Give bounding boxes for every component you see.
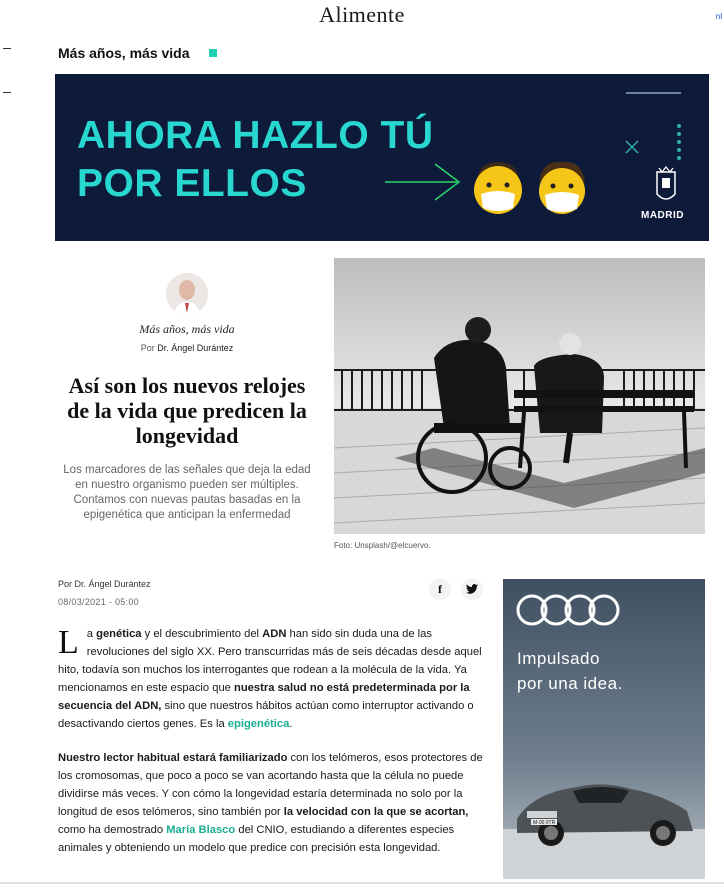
masked-face-icon <box>533 158 591 220</box>
car-image <box>503 759 705 859</box>
twitter-icon <box>466 584 478 594</box>
divider <box>3 92 11 93</box>
site-header <box>0 0 724 34</box>
divider <box>626 92 681 94</box>
article-headline: Así son los nuevos relojes de la vida que predicen la longevidad <box>67 373 307 448</box>
audi-logo-icon <box>515 593 621 627</box>
article-dek: Los marcadores de las señales que deja la edad en nuestro organismo pueden ser múltiples. Contamos con nuevas pautas basadas en la epigenética que anticipan la enfermedad <box>63 464 311 521</box>
text: como ha demostrado <box>58 824 167 836</box>
close-icon <box>625 140 639 154</box>
photo-caption: Foto: Unsplash/@elcuervo. <box>334 541 431 550</box>
text: y el descubrimiento del <box>141 628 263 640</box>
text: han sido sin duda una de las revoluciones del siglo XX. Pero transcurridas más de seis décadas desde aquel hito, todavía son muchos los interrogantes que rodean a la molécula de la vida. Ya mencionamos en este espacio que <box>58 628 482 694</box>
sidebar-ad[interactable] <box>503 579 705 879</box>
license-plate: M-00 0TR <box>533 820 556 826</box>
article-paragraph <box>58 749 484 857</box>
text: a <box>86 628 97 640</box>
dots-icon <box>675 122 683 162</box>
article-byline <box>62 343 312 353</box>
publish-date: 08/03/2021 - 05:00 <box>58 597 139 607</box>
emphasis: genética <box>96 628 142 640</box>
divider <box>3 48 11 49</box>
author-name-link[interactable]: Dr. Ángel Durántez <box>157 343 234 353</box>
banner-headline-line2: POR ELLOS <box>77 162 307 205</box>
ad-tagline-line1: Impulsado <box>517 649 600 668</box>
divider <box>0 882 724 884</box>
ad-tagline-line2: por una idea. <box>517 674 623 693</box>
banner-city-label: MADRID <box>641 210 684 221</box>
site-logo[interactable]: Alimente <box>319 2 405 27</box>
text: . <box>289 718 293 730</box>
masked-face-icon <box>469 158 527 220</box>
maria-blasco-link[interactable]: María Blasco <box>166 824 236 836</box>
text: con los telómeros, esos protectores de los cromosomas, que poco a poco se van acortando hasta que la célula no puede dividirse más veces. Y con cómo la longevidad estaría determinada no solo por la longitud de esos telómeros, sino también por <box>58 752 483 818</box>
madrid-shield-icon <box>653 166 679 206</box>
banner-headline-line1: AHORA HAZLO TÚ <box>77 114 434 157</box>
text: del CNIO, estudiando a diferentes especies animales y obteniendo un modelo que predice con precisión esta longevidad. <box>58 824 455 854</box>
banner-ad[interactable] <box>55 74 709 241</box>
drop-cap: L <box>58 624 79 661</box>
emphasis: nuestra salud no está predeterminada por la secuencia del ADN, <box>58 682 470 712</box>
facebook-icon: f <box>438 582 442 596</box>
emphasis: Nuestro lector habitual estará familiarizado <box>58 752 288 764</box>
byline-prefix: Por <box>140 343 155 353</box>
author-avatar[interactable] <box>166 273 208 315</box>
article-byline-secondary[interactable]: Por Dr. Ángel Durántez <box>58 579 151 589</box>
article-kicker[interactable]: Más años, más vida <box>139 322 235 336</box>
article-hero-image <box>334 258 705 534</box>
section-accent-square <box>209 49 217 57</box>
facebook-share-button[interactable] <box>429 578 451 600</box>
twitter-share-button[interactable] <box>461 578 483 600</box>
epigenetica-link[interactable]: epigenética <box>227 718 290 730</box>
emphasis: ADN <box>262 628 287 640</box>
article-paragraph <box>58 625 484 733</box>
header-right-link[interactable]: nl <box>715 12 722 21</box>
arrow-right-icon <box>385 162 465 202</box>
text: sino que nuestros hábitos actúan como interruptor activando o desactivando ciertos genes. Es la <box>58 700 474 730</box>
section-title[interactable]: Más años, más vida <box>58 45 190 61</box>
emphasis: la velocidad con la que se acortan, <box>283 806 469 818</box>
